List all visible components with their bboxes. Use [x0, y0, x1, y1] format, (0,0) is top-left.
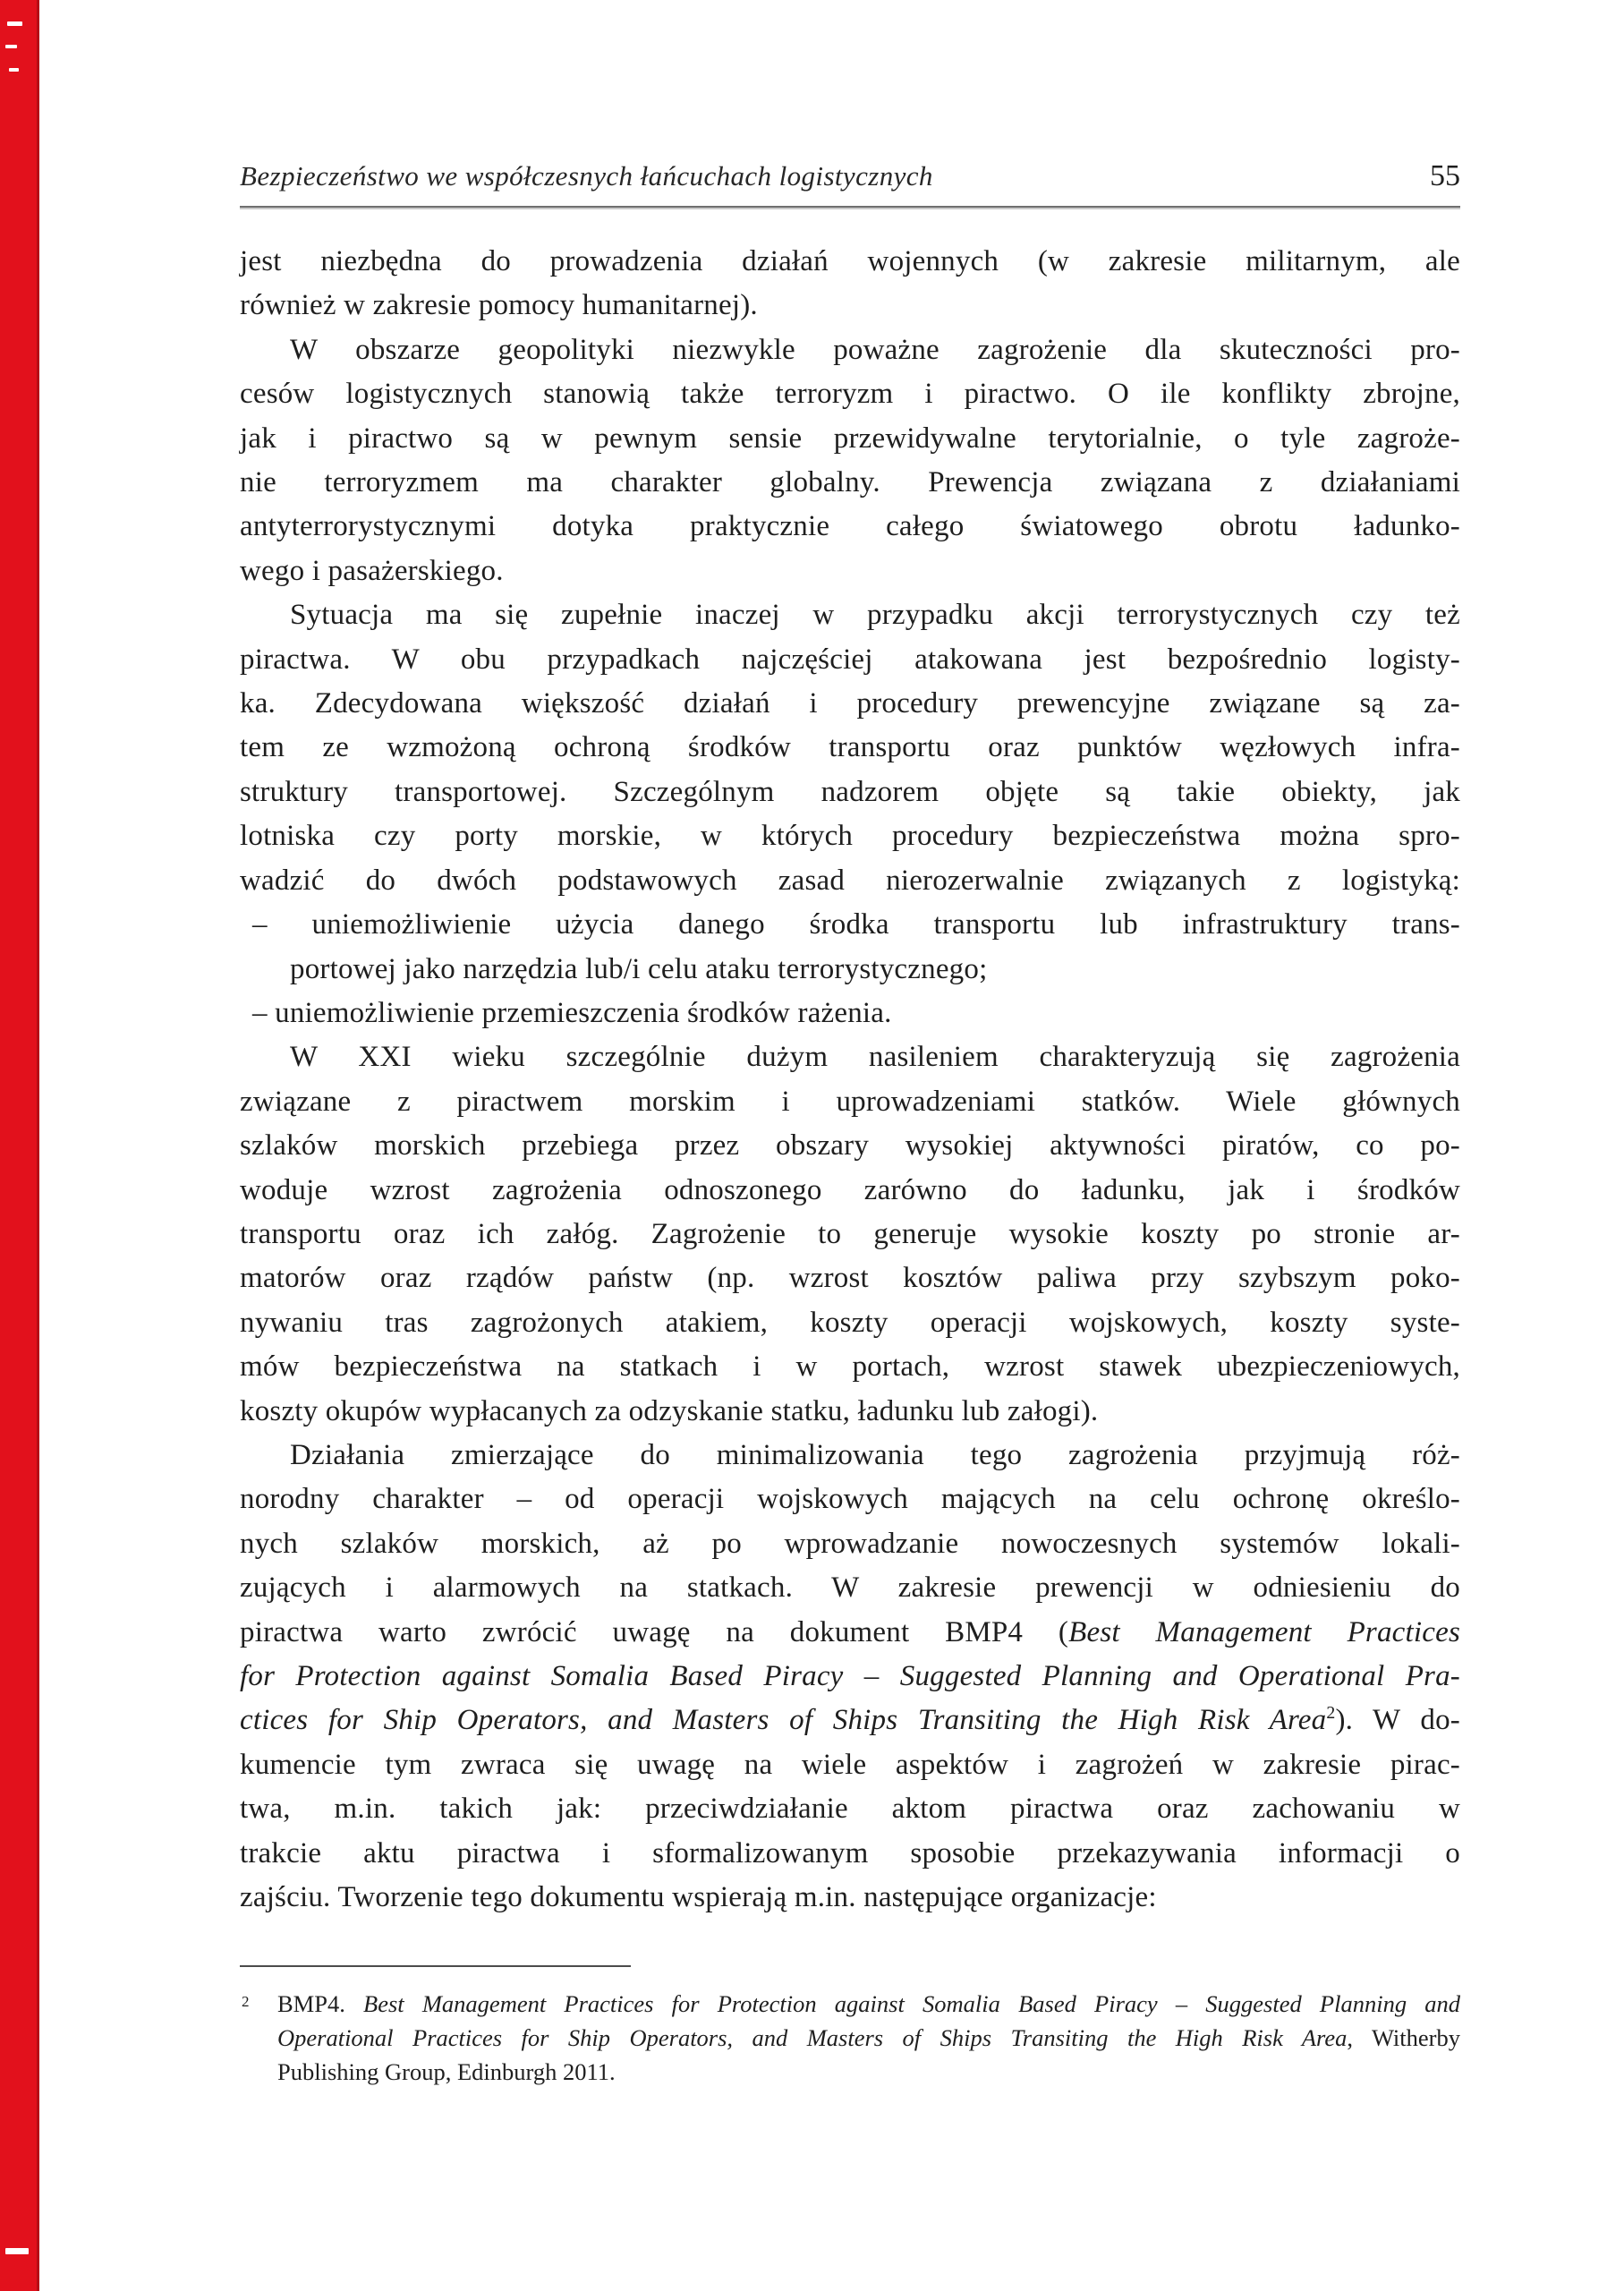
- text-run: , Witherby: [1347, 2024, 1460, 2051]
- body-line: struktury transportowej. Szczególnym nadzorem objęte są takie obiekty, jak: [240, 775, 1460, 808]
- italic-text-run: for Protection against Somalia Based Piracy – Suggested Planning and Operational Pra-: [240, 1660, 1460, 1692]
- body-line: jak i piractwo są w pewnym sensie przewidywalne terytorialnie, o tyle zagroże-: [240, 422, 1460, 455]
- body-line: matorów oraz rządów państw (np. wzrost kosztów paliwa przy szybszym poko-: [240, 1262, 1460, 1295]
- edge-shadow: [37, 0, 39, 2291]
- text-run: piractwa warto zwrócić uwagę na dokument BMP4 (: [240, 1615, 1069, 1648]
- footnote-rule: [240, 1965, 631, 1967]
- body-line: W obszarze geopolityki niezwykle poważne zagrożenie dla skuteczności pro-: [290, 333, 1460, 366]
- body-line: nywaniu tras zagrożonych atakiem, koszty operacji wojskowych, koszty syste-: [240, 1306, 1460, 1339]
- text-run: BMP4.: [277, 1990, 364, 2017]
- header-rule: [240, 206, 1460, 208]
- edge-mark: [5, 2248, 29, 2254]
- body-line: cesów logistycznych stanowią także terroryzm i piractwo. O ile konflikty zbrojne,: [240, 378, 1460, 411]
- footnote-line: Publishing Group, Edinburgh 2011.: [277, 2058, 616, 2085]
- body-line: woduje wzrost zagrożenia odnoszonego zarówno do ładunku, jak i środków: [240, 1173, 1460, 1206]
- body-line: szlaków morskich przebiega przez obszary wysokiej aktywności piratów, co po-: [240, 1129, 1460, 1163]
- body-line: jest niezbędna do prowadzenia działań wojennych (w zakresie militarnym, ale: [240, 245, 1460, 277]
- body-line: koszty okupów wypłacanych za odzyskanie statku, ładunku lub załogi).: [240, 1394, 1099, 1427]
- page-number: 55: [1430, 159, 1460, 192]
- body-line: mów bezpieczeństwa na statkach i w portach, wzrost stawek ubezpieczeniowych,: [240, 1350, 1460, 1384]
- body-line: wego i pasażerskiego.: [240, 554, 504, 587]
- footnote-line: [240, 2021, 1460, 2055]
- edge-mark: [9, 68, 19, 72]
- bullet-line: – uniemożliwienie użycia danego środka transportu lub infrastruktury trans-: [252, 908, 1460, 941]
- body-line: piractwa. W obu przypadkach najczęściej atakowana jest bezpośrednio logisty-: [240, 643, 1460, 676]
- body-line: W XXI wieku szczególnie dużym nasileniem charakteryzują się zagrożenia: [290, 1041, 1460, 1074]
- footnote-number: 2: [242, 1993, 250, 2010]
- body-line: lotniska czy porty morskie, w których procedury bezpieczeństwa można spro-: [240, 820, 1460, 853]
- footnote-reference-marker: 2: [1326, 1703, 1336, 1724]
- footnote-line: [240, 1987, 1460, 2021]
- body-line: ka. Zdecydowana większość działań i procedury prewencyjne związane są za-: [240, 687, 1460, 720]
- edge-mark: [5, 45, 17, 48]
- italic-text-run: Best Management Practices for Protection against Somalia Based Piracy – Suggested Planning and: [363, 1990, 1460, 2017]
- running-header: [240, 159, 1460, 193]
- italic-text-run: Best Management Practices: [1068, 1615, 1460, 1648]
- footnote: [240, 1987, 1460, 2089]
- body-line: trakcie aktu piractwa i sformalizowanym sposobie przekazywania informacji o: [240, 1836, 1460, 1869]
- body-text: [240, 240, 1460, 1920]
- body-line: wadzić do dwóch podstawowych zasad nierozerwalnie związanych z logistyką:: [240, 864, 1460, 897]
- body-line: zajściu. Tworzenie tego dokumentu wspierają m.in. następujące organizacje:: [240, 1881, 1157, 1914]
- edge-mark: [7, 21, 22, 26]
- bullet-line: – uniemożliwienie przemieszczenia środków rażenia.: [252, 996, 892, 1029]
- body-line: zujących i alarmowych na statkach. W zakresie prewencji w odniesieniu do: [240, 1571, 1460, 1605]
- red-edge-strip: [0, 0, 39, 2291]
- bullet-continuation-line: portowej jako narzędzia lub/i celu ataku terrorystycznego;: [290, 952, 988, 985]
- text-run: ). W do-: [1335, 1704, 1460, 1737]
- italic-text-run: Operational Practices for Ship Operators, and Masters of Ships Transiting the High Risk Area: [277, 2024, 1348, 2051]
- body-line: nych szlaków morskich, aż po wprowadzanie nowoczesnych systemów lokali-: [240, 1527, 1460, 1560]
- body-line: [240, 1611, 1460, 1655]
- body-line: związane z piractwem morskim i uprowadzeniami statków. Wiele głównych: [240, 1085, 1460, 1118]
- body-line: [240, 1655, 1460, 1699]
- body-line: transportu oraz ich załóg. Zagrożenie to generuje wysokie koszty po stronie ar-: [240, 1217, 1460, 1250]
- running-header-title: Bezpieczeństwo we współczesnych łańcuchach logistycznych: [240, 160, 933, 192]
- body-line: tem ze wzmożoną ochroną środków transportu oraz punktów węzłowych infra-: [240, 731, 1460, 764]
- italic-text-run: ctices for Ship Operators, and Masters of Ships Transiting the High Risk Area: [240, 1704, 1327, 1737]
- body-line: Działania zmierzające do minimalizowania tego zagrożenia przyjmują róż-: [290, 1438, 1460, 1471]
- body-line: [240, 1699, 1460, 1742]
- body-line: twa, m.in. takich jak: przeciwdziałanie aktom piractwa oraz zachowaniu w: [240, 1793, 1460, 1826]
- body-line: kumencie tym zwraca się uwagę na wiele aspektów i zagrożeń w zakresie pirac-: [240, 1748, 1460, 1781]
- body-line: nie terroryzmem ma charakter globalny. Prewencja związana z działaniami: [240, 466, 1460, 499]
- body-line: antyterrorystycznymi dotyka praktycznie całego światowego obrotu ładunko-: [240, 510, 1460, 543]
- body-line: również w zakresie pomocy humanitarnej).: [240, 289, 758, 322]
- body-line: Sytuacja ma się zupełnie inaczej w przypadku akcji terrorystycznych czy też: [290, 599, 1460, 632]
- body-line: norodny charakter – od operacji wojskowych mających na celu ochronę określo-: [240, 1483, 1460, 1516]
